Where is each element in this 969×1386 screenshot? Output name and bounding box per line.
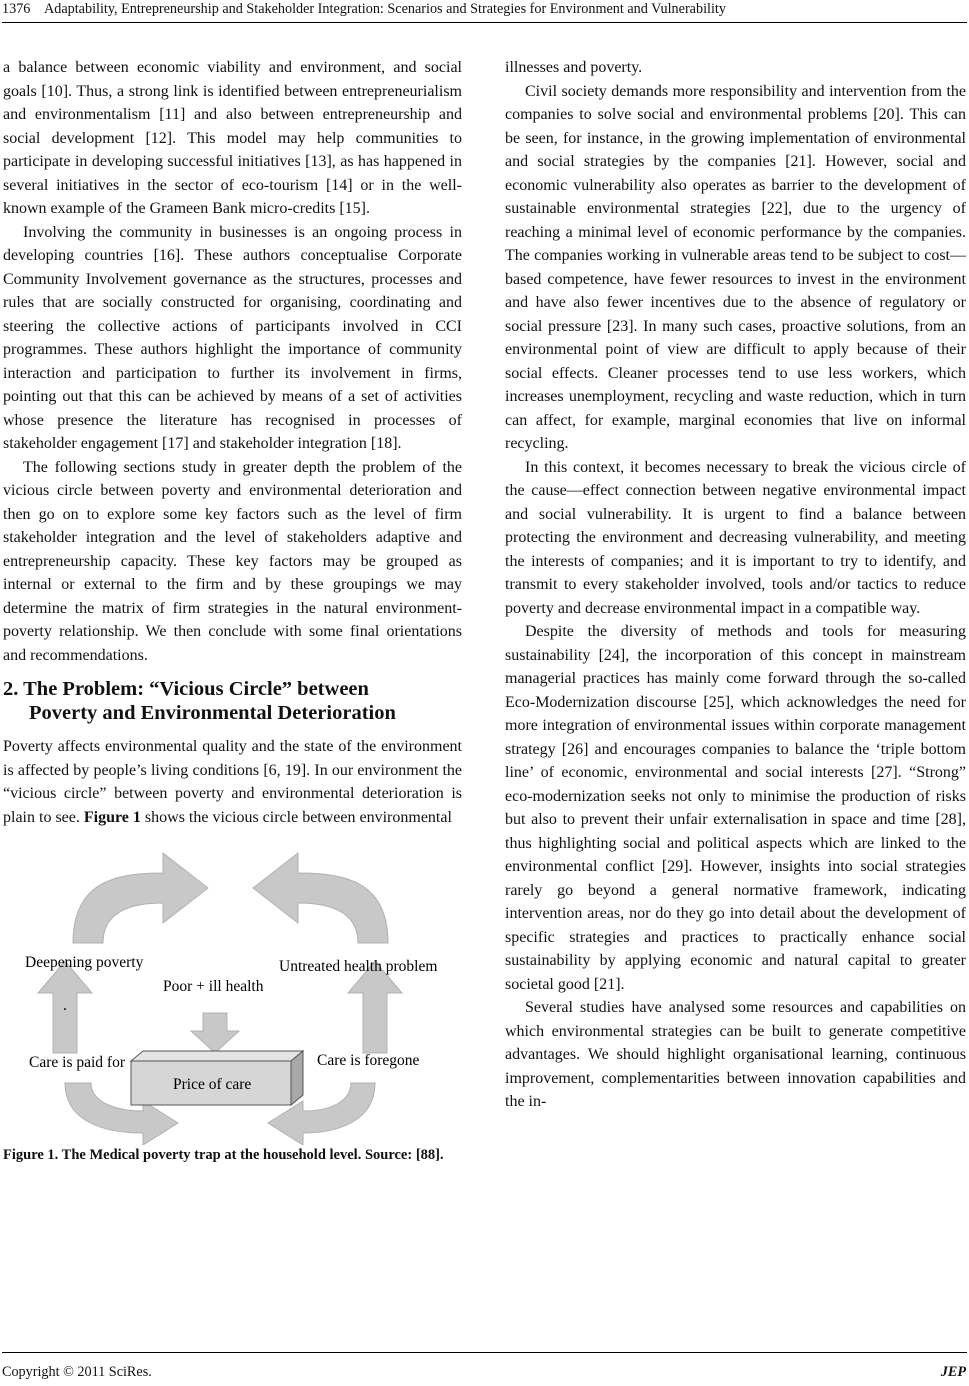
- paragraph: In this context, it becomes necessary to break the vicious circle of the cause—effect connection between negative environmental impact and social vulnerability. It is urgent to find a balance between protecting the environment and decreasing vulnerability, and meeting the interests of companies; and it is important to try to identify, and transmit to every stakeholder involved, tools and/or tactics to reduce poverty and decrease environmental impact in a compatible way.: [505, 458, 966, 617]
- stray-dot: .: [63, 997, 67, 1014]
- figure-caption: Figure 1. The Medical poverty trap at the household level. Source: [88].: [3, 1147, 444, 1163]
- page-number: 1376: [2, 1, 31, 17]
- label-care-is-paid-for: Care is paid for: [29, 1054, 125, 1071]
- label-deepening-poverty: Deepening poverty: [25, 954, 144, 971]
- heading-line-1: 2. The Problem: “Vicious Circle” between: [3, 678, 369, 700]
- page-footer: [2, 1356, 966, 1380]
- arrow-top-right: [253, 853, 388, 943]
- paragraph: a balance between economic viability and environment, and social goals [10]. Thus, a strong link is identified between entrepreneurialism and environmentalism [11] and also between entrepreneurship and social development [12]. This model may help communities to participate in developing successful initiatives [13], as has happened in several initiatives in the sector of eco-tourism [14] or in the well-known example of the Grameen Bank micro-credits [15].: [3, 59, 462, 217]
- header-rule: [2, 22, 967, 23]
- arrow-center-down: [191, 1013, 239, 1053]
- label-poor-ill-health: Poor + ill health: [163, 978, 264, 995]
- figure-1: [3, 843, 462, 1145]
- medical-poverty-trap-diagram: [3, 843, 462, 1145]
- paragraph: Involving the community in businesses is an ongoing process in developing countries [16]. These authors conceptualise Corporate Community Involvement governance as the structures, processes and rules that are socially constructed for organising, coordinating and steering the collective actions of participants involved in CCI programmes. These authors highlight the importance of community interaction and participation to further its involvement in firms, pointing out that this can be achieved by means of a set of activities whose presence the literature has recognised in processes of stakeholder engagement [17] and stakeholder integration [18].: [3, 223, 462, 452]
- left-column: [3, 56, 462, 1165]
- heading-line-2: Poverty and Environmental Deterioration: [29, 702, 396, 724]
- arrow-top-left: [73, 853, 208, 943]
- paragraph: [3, 735, 462, 829]
- right-column: [505, 56, 966, 1114]
- label-price-of-care: Price of care: [173, 1076, 252, 1093]
- journal-abbreviation: JEP: [940, 1364, 966, 1380]
- paragraph-tail: shows the vicious circle between environmental: [140, 808, 452, 826]
- paragraph: illnesses and poverty.: [505, 59, 643, 76]
- paragraph: The following sections study in greater depth the problem of the vicious circle between poverty and environmental deterioration and then go on to explore some key factors such as the level of firm stakeholder integration and the level of stakeholders adaptive and entrepreneurship capacity. These key factors may be grouped as internal or external to the firm and by these groupings we may determine the matrix of firm strategies in the natural environment-poverty relationship. We then conclude with some final orientations and recommendations.: [3, 458, 462, 664]
- footer-rule: [2, 1352, 967, 1353]
- label-care-is-foregone: Care is foregone: [317, 1052, 420, 1069]
- paragraph: Despite the diversity of methods and tools for measuring sustainability [24], the incorporation of this concept in mainstream managerial practices has mainly come forward through the so-called Eco-Modernization discourse [25], which acknowledges the need for more integration of environmental issues within corporate management strategy [26] and encourages companies to balance the ‘triple bottom line’ of economic, environmental and social interests [27]. “Strong” eco-modernization seeks not only to minimise the production of risks but also to prevent their unfair externalisation in space and time [28], thus highlighting social and political aspects which are linked to the environmental conflict [29]. However, insights into social strategies rarely go beyond a general normative framework, indicating intervention areas, nor do they go into detail about the development of specific strategies and practices to practically enhance social sustainability by applying economic and natural capital to greater societal good [21].: [505, 623, 966, 993]
- section-heading: [3, 677, 462, 725]
- paragraph: Civil society demands more responsibility and intervention from the companies to solve social and environmental problems [20]. This can be seen, for instance, in the growing implementation of environmental and social strategies by the companies [21]. However, social and economic vulnerability also operates as barrier to the development of sustainable environmental strategies [22], due to the urgency of reaching a minimal level of economic performance by the companies. The companies working in vulnerable areas tend to be subject to cost—based competence, have fewer resources to invest in the environment and have also fewer incentives due to the absence of regulatory or social pressure [23]. In many such cases, proactive solutions, from an environmental point of view are difficult to apply because of their social effects. Cleaner processes tend to use less workers, which increases unemployment, recycling and waste reduction, which in turn can affect, for example, marginal economies that live on informal recycling.: [505, 82, 966, 452]
- label-untreated-health-problem: Untreated health problem: [279, 958, 438, 975]
- running-title: Adaptability, Entrepreneurship and Stakeholder Integration: Scenarios and Strategies for Environment and Vulnerability: [44, 1, 726, 17]
- paragraph-text: Poverty affects environmental quality and the state of the environment is affected by people’s living conditions [6, 19]. In our environment the “vicious circle” between poverty and environmental deterioration is plain to see.: [3, 738, 462, 826]
- figure-reference[interactable]: Figure 1: [83, 808, 141, 826]
- copyright: Copyright © 2011 SciRes.: [2, 1364, 152, 1380]
- paragraph: Several studies have analysed some resources and capabilities on which environmental strategies can be built to generate competitive advantages. We should highlight organisational learning, continuous improvement, complementarities between innovation capabilities and the in-: [505, 999, 966, 1110]
